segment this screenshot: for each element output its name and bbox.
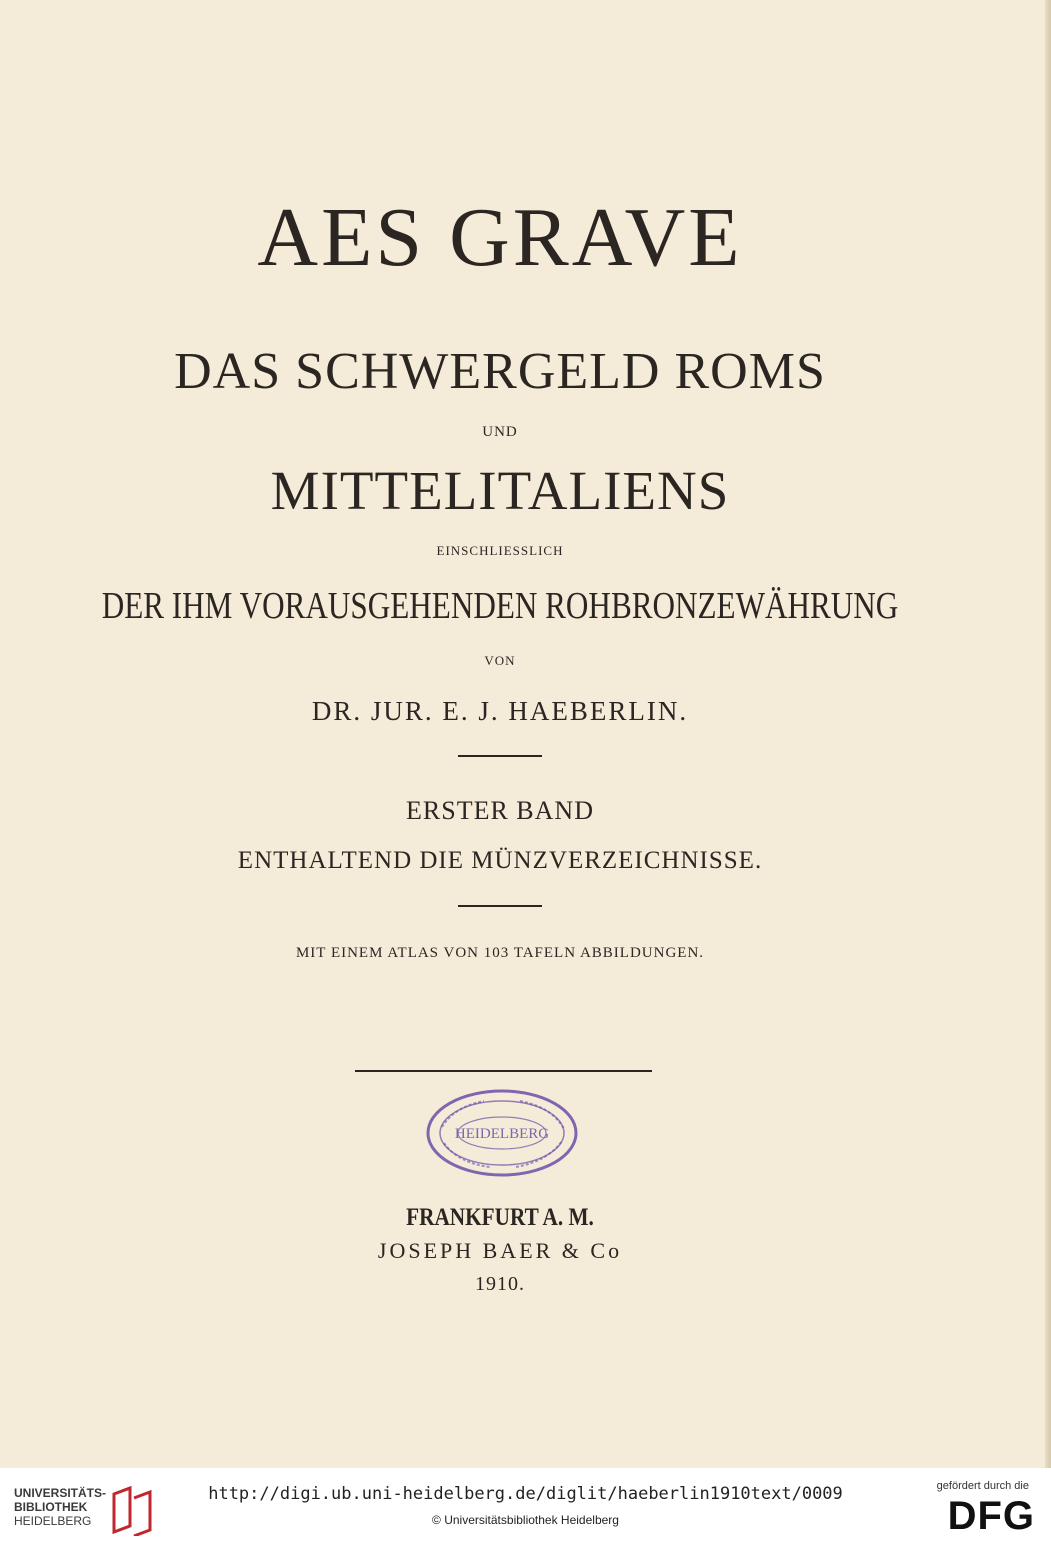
copyright-notice: © Universitätsbibliothek Heidelberg: [432, 1513, 619, 1527]
subtitle-3: DER IHM VORAUSGEHENDEN ROHBRONZEWÄHRUNG: [101, 585, 899, 627]
divider-rule: [458, 905, 542, 907]
volume-label: ERSTER BAND: [406, 796, 594, 825]
connector-von: VON: [484, 653, 516, 668]
book-title: AES GRAVE: [257, 191, 743, 284]
page-edge: [1045, 0, 1051, 1468]
dfg-logo[interactable]: DFG: [947, 1494, 1035, 1538]
author-name: DR. JUR. E. J. HAEBERLIN.: [311, 696, 689, 726]
long-divider-rule: [355, 1070, 652, 1072]
publication-year: 1910.: [475, 1273, 525, 1295]
permalink-url[interactable]: http://digi.ub.uni-heidelberg.de/diglit/haeberlin1910text/0009: [208, 1484, 843, 1504]
publication-place: FRANKFURT A. M.: [406, 1204, 594, 1231]
connector-und: UND: [482, 424, 518, 440]
subtitle-1: DAS SCHWERGELD ROMS: [174, 343, 826, 400]
publisher-name: JOSEPH BAER & Co: [377, 1238, 623, 1263]
library-logo-text: UNIVERSITÄTS- BIBLIOTHEK HEIDELBERG: [14, 1486, 107, 1528]
connector-einschliesslich: EINSCHLIESSLICH: [436, 543, 564, 558]
stamp-text: HEIDELBERG: [454, 1126, 550, 1142]
atlas-note: MIT EINEM ATLAS VON 103 TAFELN ABBILDUNGEN.: [295, 945, 705, 961]
funding-note: gefördert durch die: [936, 1480, 1029, 1492]
divider-rule: [458, 755, 542, 757]
viewer-footer: [0, 1468, 1051, 1544]
library-stamp: [424, 1087, 580, 1179]
volume-contents: ENTHALTEND DIE MÜNZVERZEICHNISSE.: [237, 847, 763, 874]
subtitle-2: MITTELITALIENS: [270, 460, 730, 521]
